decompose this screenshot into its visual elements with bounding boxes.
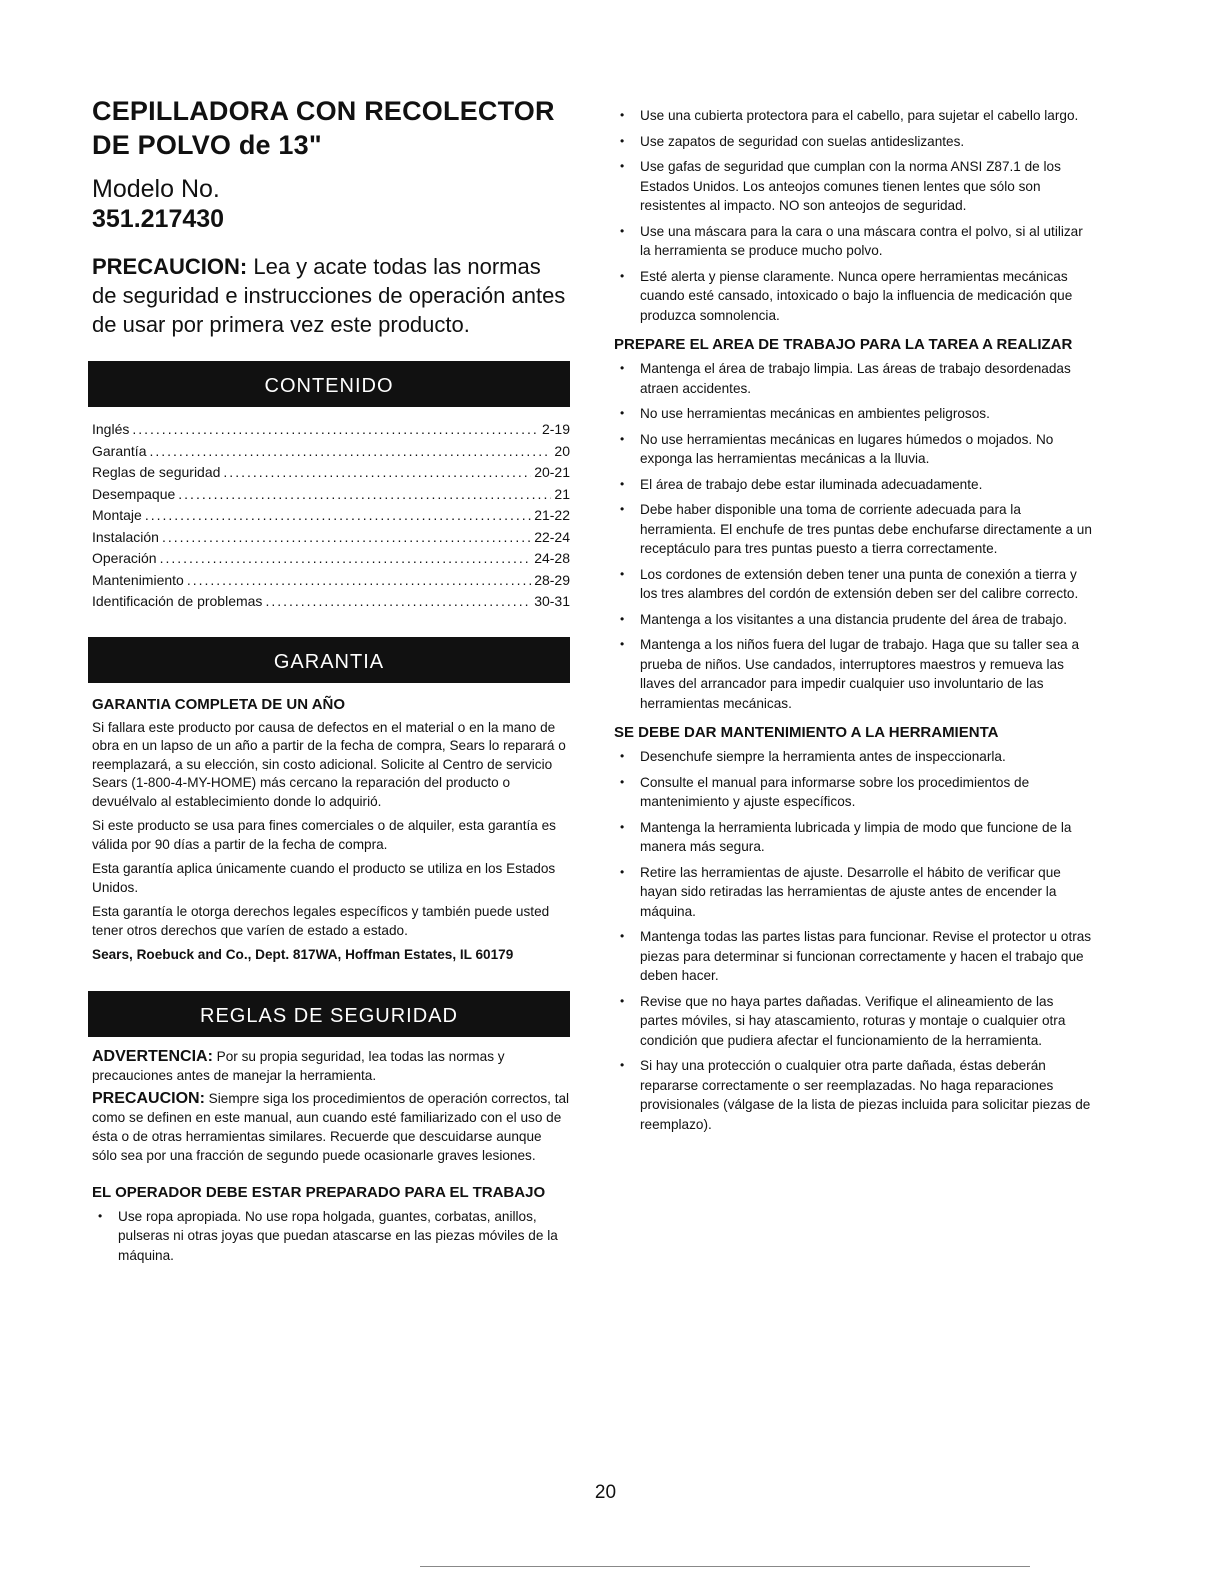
list-item: • Si hay una protección o cualquier otra parte dañada, éstas deberán repararse correctamente o ser reemplazadas. No haga reparaciones provisionales (válgase de la lista de piezas incluida para solicitar piezas de reemplazo).: [614, 1056, 1094, 1134]
list-item: • Use una cubierta protectora para el cabello, para sujetar el cabello largo.: [614, 106, 1094, 126]
operator-heading: EL OPERADOR DEBE ESTAR PREPARADO PARA EL TRABAJO: [92, 1183, 546, 1201]
contents-banner: CONTENIDO: [88, 361, 570, 407]
toc-label: Operación: [92, 550, 157, 566]
warranty-paragraph: Si fallara este producto por causa de defectos en el material o en la mano de obra en un lapso de un año a partir de la fecha de compra, Sears lo reparará o reemplazará, a su elección, sin costo adicional. Solicite al Centro de servicio Sears (1-800-4-MY-HOME) más cercano la reparación del producto o devuélvalo al establecimiento donde lo adquirió.: [92, 719, 566, 809]
warranty-paragraph: Esta garantía le otorga derechos legales específicos y también puede usted tener otros derechos que varíen de estado a estado.: [92, 904, 550, 938]
toc-label: Garantía: [92, 442, 147, 459]
list-item: • Los cordones de extensión deben tener una punta de conexión a tierra y los tres alambres del cordón de extensión deben ser del calibre correcto.: [614, 565, 1094, 604]
work-area-heading: PREPARE EL AREA DE TRABAJO PARA LA TAREA A REALIZAR: [614, 336, 1073, 353]
toc-page: 20-21: [534, 464, 570, 480]
toc-label: Reglas de seguridad: [92, 464, 221, 480]
left-column: [92, 94, 570, 1271]
safety-caution-notice: [92, 1089, 570, 1165]
list-item: • Mantenga la herramienta lubricada y limpia de modo que funcione de la manera más segura.: [614, 818, 1094, 857]
toc-page: 2-19: [541, 421, 570, 437]
list-item: • No use herramientas mecánicas en lugares húmedos o mojados. No exponga las herramientas mecánicas a la lluvia.: [614, 430, 1094, 469]
safety-caution-lead: PRECAUCION:: [92, 1089, 205, 1107]
list-item: • Consulte el manual para informarse sobre los procedimientos de mantenimiento y ajuste específicos.: [614, 773, 1094, 812]
title-line-1: CEPILLADORA CON RECOLECTOR: [92, 96, 555, 126]
warranty-subheading: GARANTIA COMPLETA DE UN AÑO: [92, 695, 346, 713]
list-item: • Use ropa apropiada. No use ropa holgada, guantes, corbatas, anillos, pulseras ni otras joyas que puedan atascarse en las piezas móviles de la máquina.: [92, 1207, 570, 1266]
toc-label: Identificación de problemas: [92, 593, 263, 609]
toc-label: Montaje: [92, 507, 142, 523]
toc-row[interactable]: [92, 507, 570, 529]
caution-notice: [92, 252, 570, 339]
list-item: • El área de trabajo debe estar iluminada adecuadamente.: [614, 475, 1094, 495]
title-line-2: DE POLVO de 13": [92, 130, 322, 160]
toc-row[interactable]: [92, 421, 570, 443]
toc-page: 21: [554, 485, 570, 502]
list-item: • No use herramientas mecánicas en ambientes peligrosos.: [614, 404, 1094, 424]
warranty-paragraph: Esta garantía aplica únicamente cuando el producto se utiliza en los Estados Unidos.: [92, 861, 556, 895]
toc-row[interactable]: [92, 464, 570, 486]
toc-label: Instalación: [92, 528, 159, 545]
maintenance-heading: SE DEBE DAR MANTENIMIENTO A LA HERRAMIENTA: [614, 724, 999, 741]
list-item: • Mantenga el área de trabajo limpia. Las áreas de trabajo desordenadas atraen accidentes.: [614, 359, 1094, 398]
table-of-contents: [92, 421, 570, 615]
warranty-paragraph: Si este producto se usa para fines comerciales o de alquiler, esta garantía es válida por 90 días a partir de la fecha de compra.: [92, 818, 556, 852]
toc-label: Desempaque: [92, 485, 176, 502]
toc-page: 24-28: [534, 550, 570, 566]
list-item: • Use zapatos de seguridad con suelas antideslizantes.: [614, 132, 1094, 152]
bottom-rule: [420, 1566, 1030, 1567]
model-label: Modelo No.: [92, 175, 220, 203]
toc-page: 22-24: [534, 528, 570, 545]
page-number: 20: [594, 1482, 617, 1503]
warning-text: Por su propia seguridad, lea todas las normas y precauciones antes de manejar la herramienta.: [92, 1048, 505, 1083]
warranty-address: Sears, Roebuck and Co., Dept. 817WA, Hoffman Estates, IL 60179: [92, 947, 514, 962]
maintenance-list: [614, 747, 1094, 1134]
list-item: • Use una máscara para la cara o una máscara contra el polvo, si al utilizar la herramienta se produce mucho polvo.: [614, 222, 1094, 261]
list-item: • Mantenga a los niños fuera del lugar de trabajo. Haga que su taller sea a prueba de niños. Use candados, interruptores maestros y remueva las llaves del arrancador para impedir cualquier uso involuntario de las herramientas mecánicas.: [614, 635, 1094, 713]
list-item: • Desenchufe siempre la herramienta antes de inspeccionarla.: [614, 747, 1094, 767]
list-item: • Esté alerta y piense claramente. Nunca opere herramientas mecánicas cuando esté cansado, intoxicado o bajo la influencia de medicación que produzca somnolencia.: [614, 267, 1094, 326]
list-item: • Mantenga todas las partes listas para funcionar. Revise el protector u otras piezas para determinar si funcionan correctamente y hacen el trabajo que deben hacer.: [614, 927, 1094, 986]
toc-page: 30-31: [534, 593, 570, 609]
work-area-list: [614, 359, 1094, 713]
toc-row[interactable]: [92, 443, 570, 465]
toc-row[interactable]: [92, 572, 570, 594]
operator-list: [92, 1207, 570, 1266]
toc-row[interactable]: [92, 529, 570, 551]
right-column: [614, 106, 1094, 1140]
warning-notice: [92, 1047, 570, 1085]
toc-page: 20: [554, 442, 570, 459]
toc-page: 28-29: [534, 571, 570, 588]
safety-caution-text: Siempre siga los procedimientos de operación correctos, tal como se definen en este manual, aun cuando esté familiarizado con el uso de ésta o de otras herramientas similares. Recuerde que descuidarse aunque sólo sea por una fracción de segundo puede ocasionarle graves lesiones.: [92, 1090, 570, 1163]
safety-banner: REGLAS DE SEGURIDAD: [88, 991, 570, 1037]
caution-text: Lea y acate todas las normas de seguridad e instrucciones de operación antes de usar por primera vez este producto.: [92, 254, 566, 337]
warning-lead: ADVERTENCIA:: [92, 1047, 213, 1065]
toc-label: Mantenimiento: [92, 571, 184, 588]
toc-row[interactable]: [92, 550, 570, 572]
list-item: • Retire las herramientas de ajuste. Desarrolle el hábito de verificar que hayan sido retiradas las herramientas de ajuste antes de encender la máquina.: [614, 863, 1094, 922]
toc-page: 21-22: [534, 507, 570, 523]
warranty-banner: GARANTIA: [88, 637, 570, 683]
list-item: • Debe haber disponible una toma de corriente adecuada para la herramienta. El enchufe de tres puntas debe enchufarse directamente a un receptáculo para tres puntas puesto a tierra correctamente.: [614, 500, 1094, 559]
toc-row[interactable]: [92, 593, 570, 615]
model-number: 351.217430: [92, 205, 225, 233]
list-item: • Use gafas de seguridad que cumplan con la norma ANSI Z87.1 de los Estados Unidos. Los anteojos comunes tienen lentes que sólo son resistentes al impacto. NO son anteojos de seguridad.: [614, 157, 1094, 216]
document-title: [92, 94, 570, 162]
operator-list-continued: [614, 106, 1094, 325]
toc-row[interactable]: [92, 486, 570, 508]
list-item: • Revise que no haya partes dañadas. Verifique el alineamiento de las partes móviles, si hay atascamiento, roturas y montaje o cualquier otra condición que pudiera afectar el funcionamiento de la herramienta.: [614, 992, 1094, 1051]
caution-lead: PRECAUCION:: [92, 254, 248, 279]
toc-label: Inglés: [92, 421, 130, 437]
list-item: • Mantenga a los visitantes a una distancia prudente del área de trabajo.: [614, 610, 1094, 630]
